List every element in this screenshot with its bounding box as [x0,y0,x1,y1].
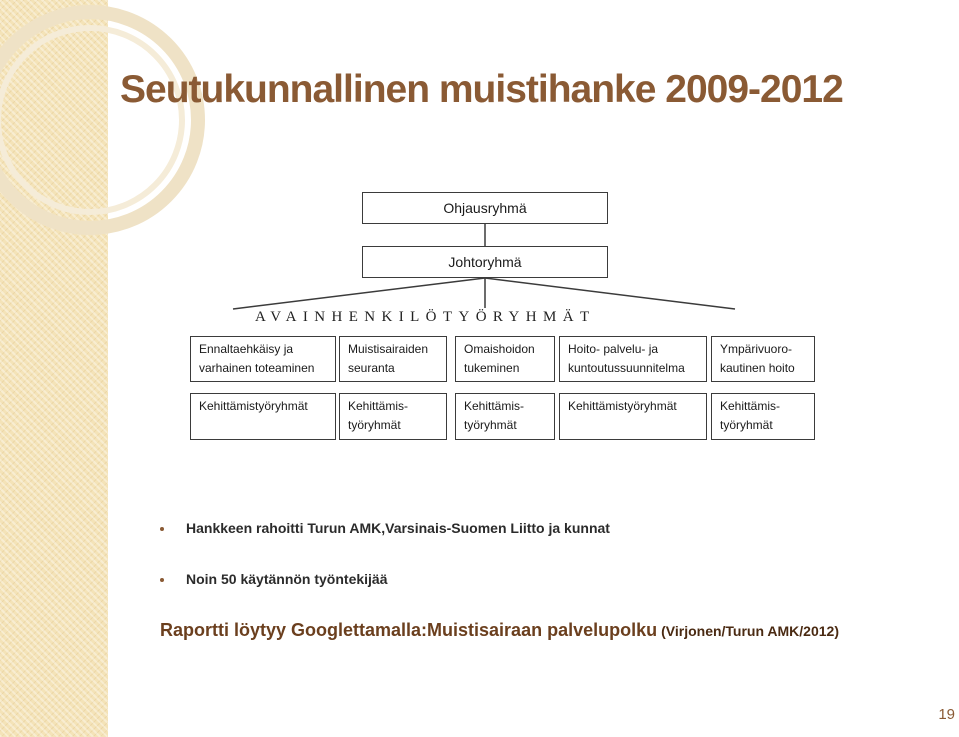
area-line: varhainen toteaminen [199,361,315,375]
area-box-prevention [190,336,336,382]
area-line: Hoito- palvelu- ja [568,342,659,356]
area-line: tukeminen [464,361,520,375]
bullet-dot-icon [160,527,164,531]
area-line: seuranta [348,361,395,375]
group-line: Kehittämistyöryhmät [568,399,677,413]
area-line: kuntoutussuunnitelma [568,361,685,375]
group-line: työryhmät [348,418,401,432]
report-citation: (Virjonen/Turun AMK/2012) [661,623,839,639]
area-line: Ympärivuoro- [720,342,793,356]
group-box [455,393,555,440]
page-number: 19 [938,706,955,723]
group-line: työryhmät [464,418,517,432]
bullet-text: Noin 50 käytännön työntekijää [186,571,388,587]
page-title: Seutukunnallinen muistihanke 2009-2012 [120,68,843,111]
management-group-box [362,246,608,278]
area-line: Ennaltaehkäisy ja [199,342,294,356]
group-line: Kehittämis- [720,399,781,413]
area-line: Omaishoidon [464,342,535,356]
group-line: Kehittämis- [348,399,409,413]
area-box-round-the-clock-care [711,336,815,382]
steering-group-label: Ohjausryhmä [443,200,527,216]
group-line: Kehittämis- [464,399,525,413]
bullet-text: Hankkeen rahoitti Turun AMK,Varsinais-Suomen Liitto ja kunnat [186,520,610,536]
area-box-caregiver-support [455,336,555,382]
bullet-workers [160,571,388,587]
management-group-label: Johtoryhmä [448,254,522,270]
group-box [339,393,447,440]
area-line: kautinen hoito [720,361,795,375]
report-reference [160,620,839,641]
bullet-dot-icon [160,578,164,582]
area-box-monitoring [339,336,447,382]
group-box [559,393,707,440]
working-groups-banner: AVAINHENKILÖTYÖRYHMÄT [255,309,596,325]
area-line: Muistisairaiden [348,342,429,356]
group-box [190,393,336,440]
steering-group-box [362,192,608,224]
group-line: työryhmät [720,418,773,432]
report-text: Raportti löytyy Googlettamalla:Muistisairaan palvelupolku [160,620,658,640]
group-box [711,393,815,440]
area-box-care-plan [559,336,707,382]
group-line: Kehittämistyöryhmät [199,399,308,413]
bullet-funding [160,520,610,536]
